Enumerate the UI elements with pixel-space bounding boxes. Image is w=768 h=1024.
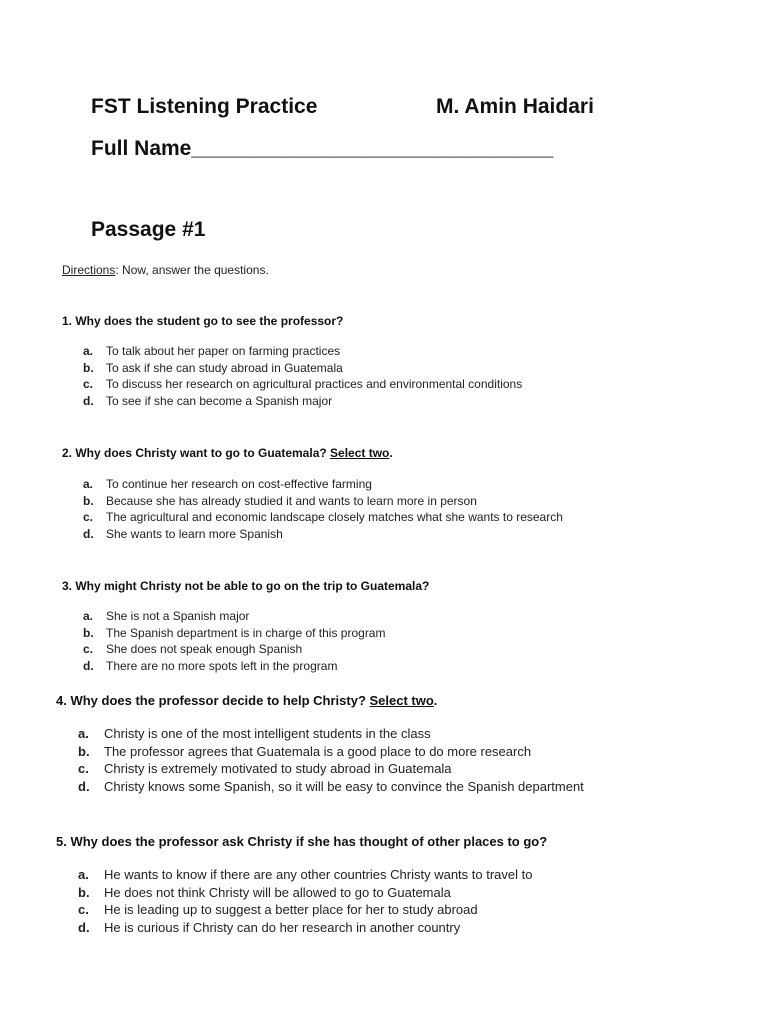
question-5-text: 5. Why does the professor ask Christy if she has thought of other places to go? [56, 834, 548, 849]
directions [62, 263, 269, 277]
question-4-options [78, 725, 584, 796]
question-5 [56, 834, 547, 937]
question-3 [62, 579, 429, 675]
option-4d: d. Christy knows some Spanish, so it will be easy to convince the Spanish department [78, 779, 584, 795]
full-name-field [91, 137, 553, 161]
question-1 [62, 314, 523, 410]
question-1-options [83, 343, 523, 410]
full-name-label: Full Name [91, 137, 192, 160]
full-name-blank-line: _______________________________ [191, 137, 554, 160]
worksheet-title: FST Listening Practice [91, 95, 318, 118]
question-3-text: 3. Why might Christy not be able to go on the trip to Guatemala? [62, 579, 430, 593]
question-4-text: 4. Why does the professor decide to help Christy? Select two. [56, 693, 438, 708]
directions-text: : Now, answer the questions. [115, 263, 269, 277]
option-1d: d. To see if she can become a Spanish major [83, 394, 333, 409]
question-2-text: 2. Why does Christy want to go to Guatemala? Select two. [62, 446, 393, 460]
option-3a: a. She is not a Spanish major [83, 609, 250, 623]
option-1a: a. To talk about her paper on farming practices [83, 344, 341, 358]
passage-heading: Passage #1 [91, 218, 206, 241]
question-4 [56, 693, 584, 796]
option-3b: b. The Spanish department is in charge of this program [83, 625, 386, 640]
question-5-options [78, 866, 547, 937]
option-2a: a. To continue her research on cost-effective farming [83, 477, 372, 491]
option-5d: d. He is curious if Christy can do her research in another country [78, 920, 461, 936]
option-5b: b. He does not think Christy will be allowed to go to Guatemala [78, 884, 451, 900]
option-3d: d. There are no more spots left in the program [83, 659, 338, 674]
option-3c: c. She does not speak enough Spanish [83, 642, 303, 657]
author-name: M. Amin Haidari [436, 95, 594, 118]
option-4a: a. Christy is one of the most intelligent students in the class [78, 726, 431, 741]
option-5c: c. He is leading up to suggest a better place for her to study abroad [78, 902, 478, 918]
directions-label: Directions [62, 263, 116, 277]
option-4c: c. Christy is extremely motivated to study abroad in Guatemala [78, 761, 452, 777]
option-1b: b. To ask if she can study abroad in Guatemala [83, 360, 343, 375]
option-4b: b. The professor agrees that Guatemala is a good place to do more research [78, 743, 532, 759]
option-2d: d. She wants to learn more Spanish [83, 527, 283, 542]
option-2b: b. Because she has already studied it and wants to learn more in person [83, 493, 477, 508]
question-1-text: 1. Why does the student go to see the professor? [62, 314, 344, 328]
question-2 [62, 446, 563, 543]
question-2-options [83, 476, 563, 543]
option-2c: c. The agricultural and economic landscape closely matches what she wants to research [83, 510, 563, 525]
option-1c: c. To discuss her research on agricultural practices and environmental conditions [83, 377, 523, 392]
option-5a: a. He wants to know if there are any other countries Christy wants to travel to [78, 867, 533, 882]
question-3-options [83, 608, 429, 675]
